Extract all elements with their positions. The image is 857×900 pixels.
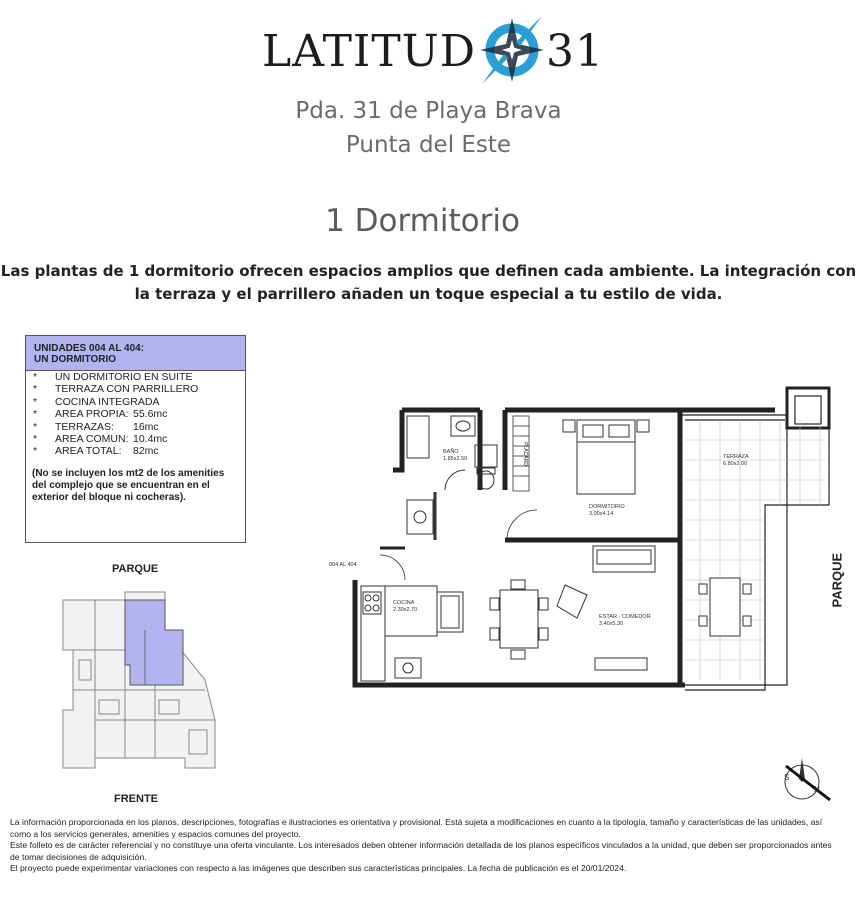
feature-item: * TERRAZA CON PARRILLERO <box>26 383 245 395</box>
floor-plan-diagram <box>325 380 845 700</box>
unit-info-box <box>25 335 246 543</box>
area-label: AREA COMUN: <box>55 433 129 446</box>
unit-info-heading <box>26 336 245 371</box>
area-note: (No se incluyen los mt2 de los amenities del complejo que se encuentran en el exterior del bloque ni cocheras). <box>32 467 225 503</box>
area-value: 55.6mc <box>133 408 168 421</box>
feature-list <box>26 371 245 408</box>
area-label: TERRAZAS: <box>55 420 114 433</box>
room-name-cocina: COCINA <box>393 600 415 606</box>
unit-info-heading-line1: UNIDADES 004 AL 404: <box>34 343 145 354</box>
compass-south-letter: S <box>784 773 790 782</box>
room-size-dormitorio: 3.00x4.14 <box>589 511 614 517</box>
area-value: 82mc <box>133 445 159 458</box>
room-name-bano: BAÑO <box>443 449 459 455</box>
room-size-cocina: 2.30x2.70 <box>393 607 418 613</box>
logo-text-right: 31 <box>546 26 604 77</box>
area-item <box>26 433 245 445</box>
address-line-1: Pda. 31 de Playa Brava <box>295 98 562 124</box>
key-plan-bottom-label: FRENTE <box>114 793 158 805</box>
area-item <box>26 445 245 457</box>
intro-text: Las plantas de 1 dormitorio ofrecen espacios amplios que definen cada ambiente. La integración con la terraza y el parrillero añaden un toque especial a tu estilo de vida. <box>0 262 857 303</box>
compass-north-letter: N <box>814 785 820 794</box>
logo-text-left: LATITUD <box>262 26 477 77</box>
room-size-estar-comedor: 3.40x5.30 <box>599 621 624 627</box>
room-size-terraza: 6.80x2.00 <box>723 461 748 467</box>
area-item <box>26 421 245 433</box>
area-label: AREA TOTAL: <box>55 445 122 458</box>
room-size-bano: 1.85x2.50 <box>443 456 468 462</box>
closet-label: PLACARD <box>522 442 528 466</box>
area-label: AREA PROPIA: <box>55 408 129 421</box>
disclaimer <box>10 817 840 875</box>
key-plan-top-label: PARQUE <box>112 563 159 575</box>
feature-item: * UN DORMITORIO EN SUITE <box>26 371 245 383</box>
disclaimer-paragraph: El proyecto puede experimentar variaciones con respecto a las imágenes que describen sus características principales. La fecha de publicación es el 20/01/2024. <box>10 863 627 874</box>
key-plan-highlighted-unit <box>125 600 183 685</box>
brand-logo <box>0 8 857 88</box>
address-line-2: Punta del Este <box>345 132 512 158</box>
key-plan-diagram <box>55 590 220 770</box>
room-name-estar-comedor: ESTAR - COMEDOR <box>599 614 651 620</box>
disclaimer-paragraph: Este folleto es de carácter referencial y no constituye una oferta vinculante. Los interesados deben obtener información detallada de los planos específicos vinculados a la unidad, que deben ser proporcionados antes de tomar decisiones de adquisición. <box>10 840 832 862</box>
compass-icon <box>772 752 832 812</box>
room-name-dormitorio: DORMITORIO <box>589 504 625 510</box>
disclaimer-paragraph: La información proporcionada en los planos, descripciones, fotografías e ilustraciones es orientativa y provisional. Está sujeta a modificaciones en cuanto a la tipología, tamaño y características de las unidades, así como a los servicios generales, amenities y espacios comunes del proyecto. <box>10 817 823 839</box>
room-name-terraza: TERRAZA <box>723 454 749 460</box>
unit-number-label: 004 AL 404 <box>329 562 357 568</box>
floor-plan-side-label: PARQUE <box>829 552 845 608</box>
feature-item: * COCINA INTEGRADA <box>26 396 245 408</box>
area-item <box>26 408 245 420</box>
area-list <box>26 408 245 458</box>
page-title: 1 Dormitorio <box>325 203 520 239</box>
unit-info-heading-line2: UN DORMITORIO <box>34 354 117 365</box>
logo-star-icon <box>472 10 552 90</box>
area-value: 16mc <box>133 420 159 433</box>
area-value: 10.4mc <box>133 433 168 446</box>
